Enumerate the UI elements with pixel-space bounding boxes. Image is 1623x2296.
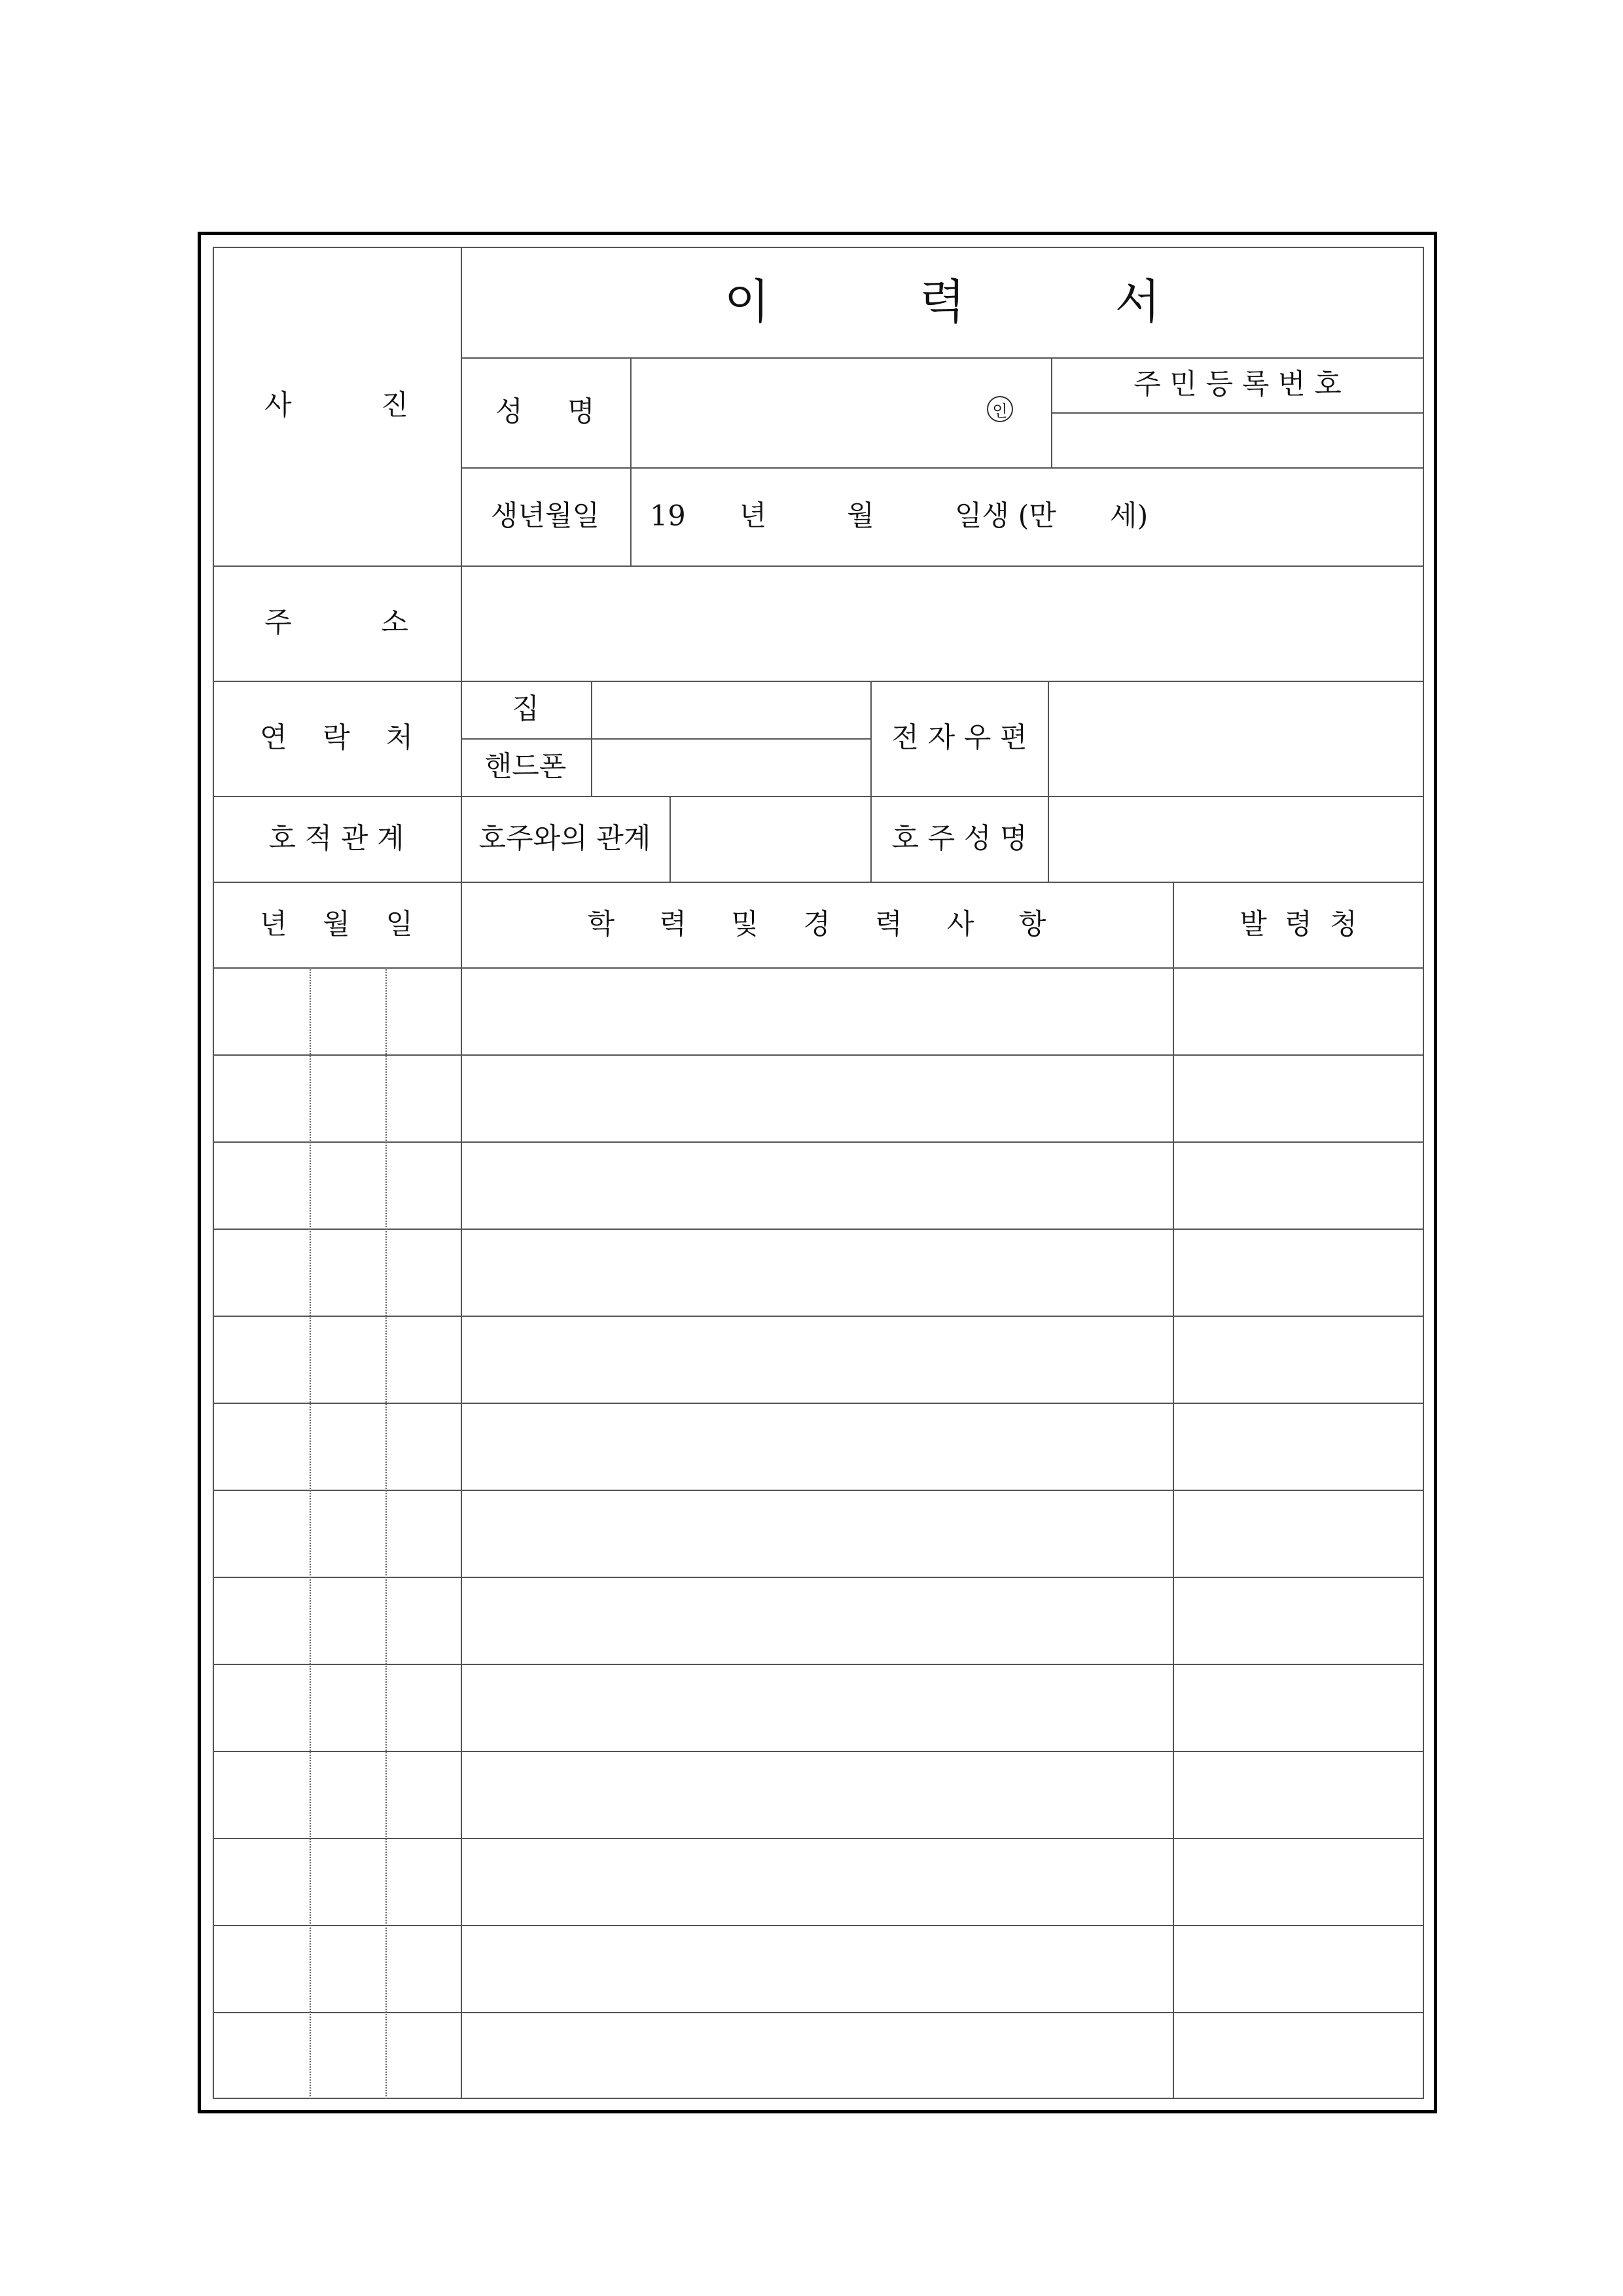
- photo-box[interactable]: [214, 248, 459, 564]
- relation-to-head-label: 호주와의 관계: [478, 822, 651, 855]
- rule-name-bottom: [461, 467, 1424, 469]
- rule-row: [213, 1403, 1424, 1404]
- resident-number-field[interactable]: [1052, 414, 1423, 466]
- issuer-column-header: 발 령 청: [1240, 908, 1357, 941]
- mobile-phone-label: 핸드폰: [484, 750, 567, 783]
- photo-label: 사 진: [264, 389, 408, 422]
- rule-row: [213, 1664, 1424, 1665]
- family-relation-label: 호 적 관 계: [268, 822, 404, 855]
- email-label: 전 자 우 편: [891, 721, 1027, 755]
- rule-family-bottom: [213, 882, 1424, 883]
- name-field[interactable]: [632, 359, 1050, 466]
- rule-header-bottom: [213, 967, 1424, 969]
- rule-row: [213, 1838, 1424, 1839]
- birth-value: 19 년 월 일생 (만 세): [650, 499, 1149, 533]
- rule-label-column: [461, 247, 462, 2099]
- page-title: 이 력 서: [724, 274, 1161, 329]
- seal-icon: 인: [987, 396, 1013, 422]
- rule-issuer-column: [1173, 882, 1174, 2099]
- address-field[interactable]: [462, 567, 1423, 679]
- mobile-phone-field[interactable]: [592, 740, 869, 795]
- history-column-header: 학 력 및 경 력 사 항: [587, 908, 1046, 941]
- address-label: 주 소: [264, 606, 408, 639]
- contact-label: 연 락 처: [260, 721, 413, 755]
- resident-number-label: 주 민 등 록 번 호: [1133, 368, 1342, 401]
- date-column-header: 년 월 일: [260, 908, 413, 941]
- email-field[interactable]: [1049, 682, 1423, 795]
- head-name-label: 호 주 성 명: [891, 822, 1027, 855]
- rule-row: [213, 1054, 1424, 1056]
- rule-row: [213, 1577, 1424, 1578]
- rule-row: [213, 2012, 1424, 2013]
- relation-to-head-field[interactable]: [671, 797, 869, 880]
- rule-row: [213, 1316, 1424, 1317]
- rule-row: [213, 1229, 1424, 1230]
- rule-email-label-left: [870, 681, 872, 882]
- rule-row: [213, 1141, 1424, 1143]
- home-phone-label: 집: [512, 692, 539, 726]
- rule-row: [213, 1751, 1424, 1752]
- birth-label: 생년월일: [490, 499, 600, 533]
- name-label: 성 명: [495, 395, 595, 429]
- rule-row: [213, 1490, 1424, 1491]
- home-phone-field[interactable]: [592, 682, 869, 737]
- head-name-field[interactable]: [1049, 797, 1423, 880]
- rule-year-month-dotted: [310, 967, 311, 2099]
- rule-row: [213, 1925, 1424, 1926]
- rule-month-day-dotted: [385, 967, 387, 2099]
